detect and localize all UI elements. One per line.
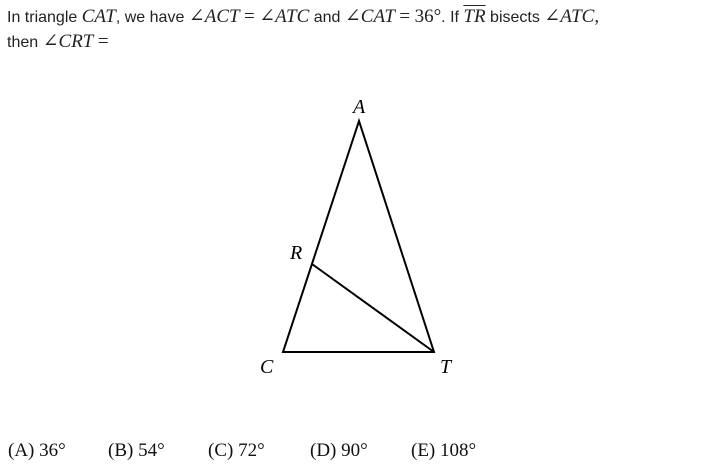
label-a: A xyxy=(353,96,366,118)
angle-crt: CRT xyxy=(58,31,94,52)
choice-b[interactable]: (B) 54° xyxy=(108,440,165,461)
label-c: C xyxy=(260,356,274,378)
choice-c[interactable]: (C) 72° xyxy=(208,440,265,461)
label-r: R xyxy=(290,242,303,264)
triangle-name: CAT xyxy=(81,6,116,27)
segment-tr: $\overline{TR}$ xyxy=(463,6,486,27)
question-line-1: In triangle CAT, we have ∠ACT = ∠ATC and ∠CAT = 36°. If $\overline{TR}$ bisects ∠ATC, xyxy=(7,6,600,27)
choice-a[interactable]: (A) 36° xyxy=(8,440,66,461)
bisector-tr xyxy=(312,264,434,352)
choice-e[interactable]: (E) 108° xyxy=(411,440,477,461)
angle-cat: CAT xyxy=(360,6,395,27)
angle-value: 36° xyxy=(414,6,442,27)
angle-atc-2: ATC xyxy=(560,6,595,27)
angle-act: ACT xyxy=(204,6,240,27)
label-t: T xyxy=(440,356,452,378)
angle-atc: ATC xyxy=(275,6,310,27)
triangle-cat xyxy=(283,121,434,352)
choice-d[interactable]: (D) 90° xyxy=(310,440,368,461)
question-line-2: then ∠CRT = xyxy=(7,31,109,52)
